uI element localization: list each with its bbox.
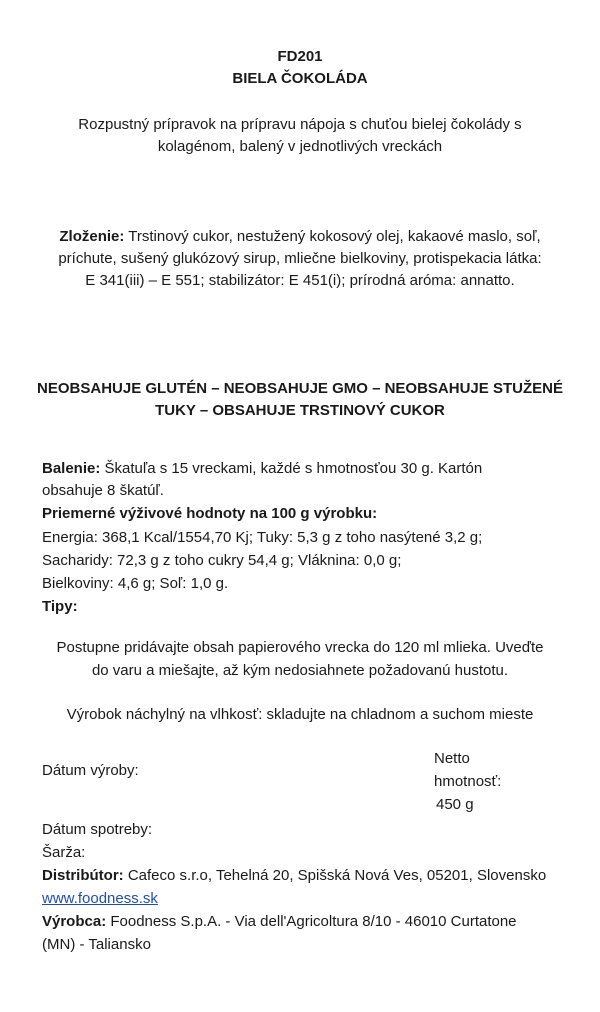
manufacturer-line-2: (MN) - Taliansko (42, 936, 151, 953)
description-line-1: Rozpustný prípravok na prípravu nápoja s chuťou bielej čokolády s (78, 116, 522, 133)
expiry-date-label: Dátum spotreby: (42, 821, 153, 838)
distributor-line (42, 865, 582, 887)
website-link[interactable]: www.foodness.sk (42, 890, 158, 907)
composition-line-3: E 341(iii) – E 551; stabilizátor: E 451(i); prírodná aróma: annatto. (85, 272, 515, 289)
tips-line-2: do varu a miešajte, až kým nedosiahnete požadovanú hustotu. (91, 662, 509, 679)
tips-label: Tipy: (42, 598, 78, 615)
claims-line-1: NEOBSAHUJE GLUTÉN – NEOBSAHUJE GMO – NEOBSAHUJE STUŽENÉ (37, 380, 563, 397)
manufacturer-text-1: Foodness S.p.A. - Via dell'Agricoltura 8/10 - 46010 Curtatone (106, 913, 517, 930)
packaging-text-1: Škatuľa s 15 vreckami, každé s hmotnosťou 30 g. Kartón (100, 460, 483, 477)
composition-line-1 (30, 226, 570, 248)
distributor-text: Cafeco s.r.o, Tehelná 20, Spišská Nová Ves, 05201, Slovensko (123, 867, 547, 884)
nutrition-line-3: Bielkoviny: 4,6 g; Soľ: 1,0 g. (42, 575, 229, 592)
claims-line-2: TUKY – OBSAHUJE TRSTINOVÝ CUKOR (155, 402, 445, 419)
product-name: BIELA ČOKOLÁDA (232, 70, 368, 87)
production-date-label: Dátum výroby: (42, 762, 139, 779)
packaging-label: Balenie: (42, 460, 101, 477)
packaging-line-1 (42, 458, 562, 480)
composition-line-2: príchute, sušený glukózový sirup, mliečne bielkoviny, protispekacia látka: (58, 250, 542, 267)
net-weight-line-2: hmotnosť: (434, 773, 502, 790)
net-weight-line-1: Netto (434, 750, 470, 767)
manufacturer-line-1 (42, 911, 582, 933)
distributor-label: Distribútor: (42, 867, 124, 884)
tips-line-1: Postupne pridávajte obsah papierového vrecka do 120 ml mlieka. Uveďte (56, 639, 544, 656)
manufacturer-label: Výrobca: (42, 913, 107, 930)
composition-text-1: Trstinový cukor, nestužený kokosový olej, kakaové maslo, soľ, (124, 228, 541, 245)
nutrition-line-2: Sacharidy: 72,3 g z toho cukry 54,4 g; Vláknina: 0,0 g; (42, 552, 402, 569)
batch-label: Šarža: (42, 844, 86, 861)
description-line-2: kolagénom, balený v jednotlivých vreckách (157, 138, 443, 155)
nutrition-heading: Priemerné výživové hodnoty na 100 g výrobku: (42, 505, 378, 522)
packaging-line-2: obsahuje 8 škatúľ. (42, 482, 164, 499)
composition-label: Zloženie: (59, 228, 125, 245)
website-link-row (42, 888, 158, 910)
storage-note: Výrobok náchylný na vlhkosť: skladujte na chladnom a suchom mieste (66, 706, 534, 723)
product-code: FD201 (277, 48, 323, 65)
net-weight-value: 450 g (436, 796, 474, 813)
nutrition-line-1: Energia: 368,1 Kcal/1554,70 Kj; Tuky: 5,3 g z toho nasýtené 3,2 g; (42, 529, 483, 546)
